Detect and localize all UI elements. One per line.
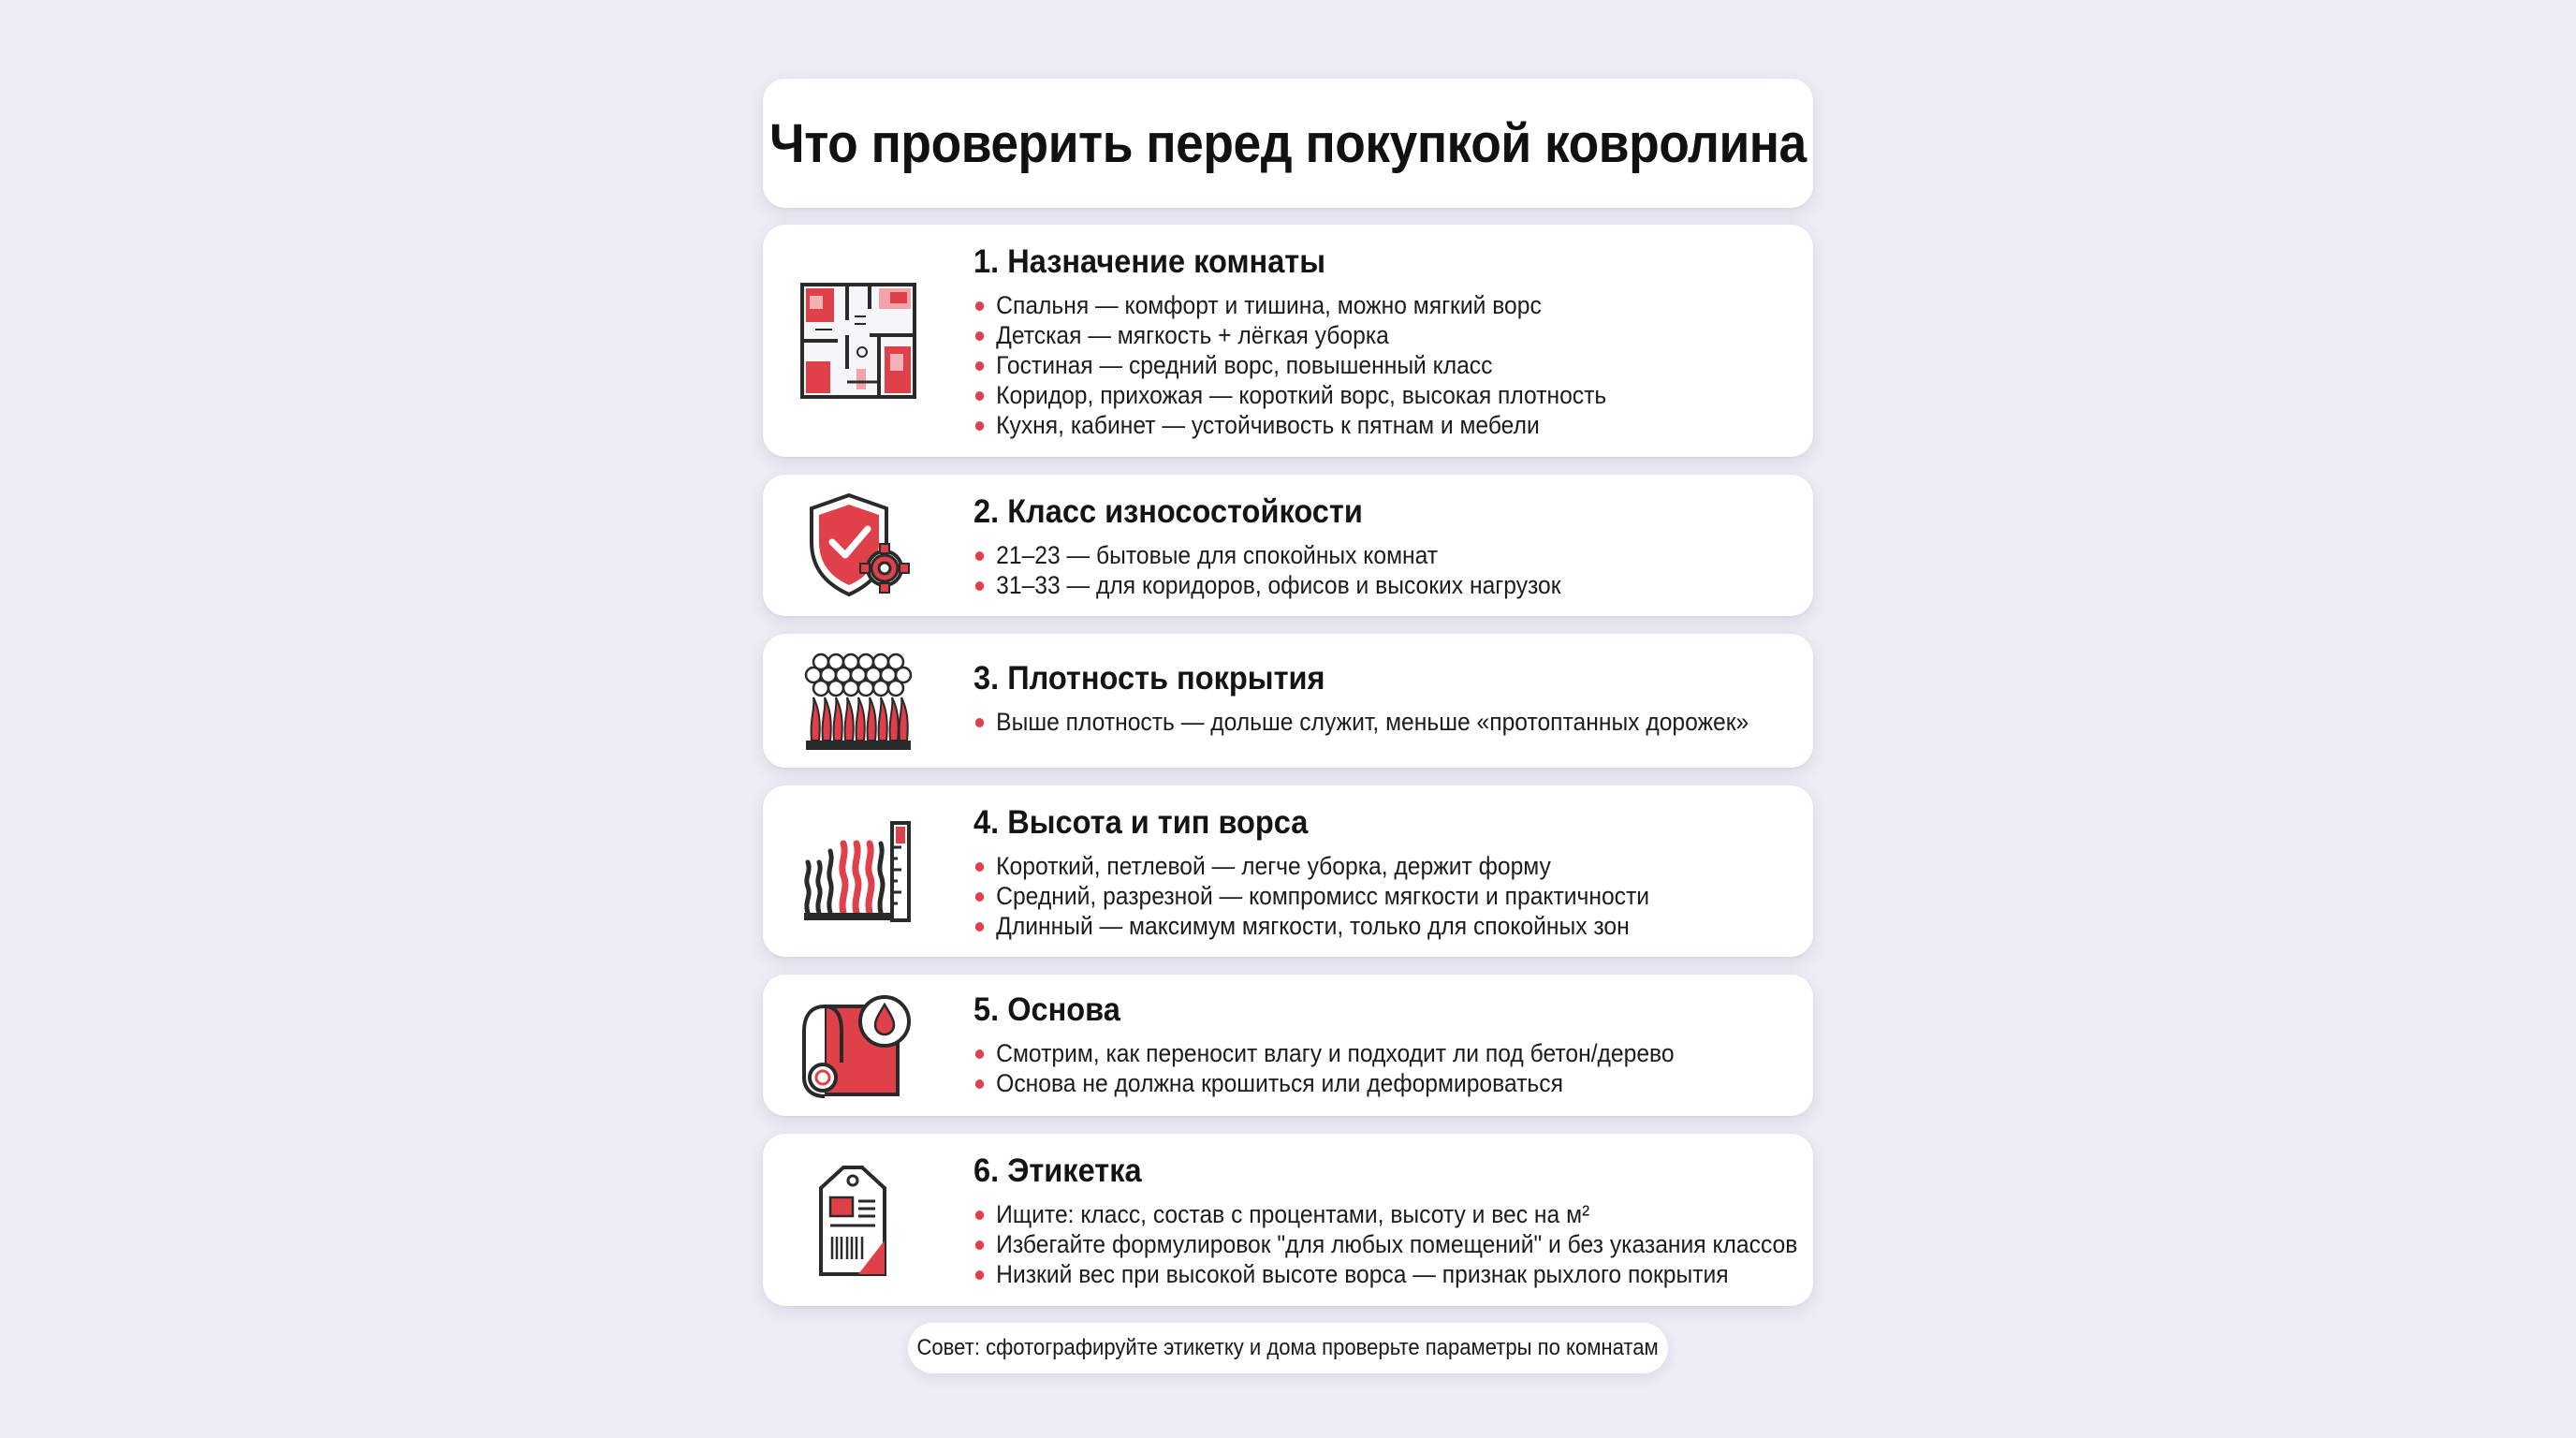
bullet-list [973, 1199, 1798, 1289]
bullet-list [973, 540, 1794, 600]
bullet-list [973, 1038, 1794, 1098]
section-card-pile [763, 785, 1813, 957]
section-heading: 2. Класс износостойкости [973, 493, 1363, 530]
list-item: Коридор, прихожая — короткий ворс, высокая плотность [973, 380, 1737, 410]
list-item: Смотрим, как переносит влагу и подходит ли под бетон/дерево [973, 1038, 1737, 1068]
list-item: Короткий, петлевой — легче уборка, держит форму [973, 851, 1737, 881]
section-card-room-purpose [763, 225, 1813, 457]
section-card-label [763, 1134, 1813, 1306]
bullet-list [973, 707, 1794, 737]
tip-pill [908, 1323, 1668, 1373]
label-tag-icon [800, 1162, 916, 1278]
section-heading: 5. Основа [973, 991, 1120, 1028]
section-body [973, 1152, 1798, 1289]
list-item: Кухня, кабинет — устойчивость к пятнам и мебели [973, 410, 1737, 440]
section-heading: 3. Плотность покрытия [973, 660, 1325, 697]
pile-density-icon [800, 643, 916, 759]
carpet-roll-moisture-icon [800, 988, 916, 1104]
list-item: Длинный — максимум мягкости, только для спокойных зон [973, 911, 1737, 941]
section-body [973, 243, 1794, 440]
list-item: 21–23 — бытовые для спокойных комнат [973, 540, 1737, 570]
section-card-density [763, 634, 1813, 768]
list-item: Избегайте формулировок "для любых помещений" и без указания классов [973, 1229, 1737, 1259]
section-card-wear-class [763, 475, 1813, 616]
section-card-backing [763, 975, 1813, 1116]
bullet-list [973, 851, 1794, 941]
list-item: Средний, разрезной — компромисс мягкости и практичности [973, 881, 1737, 911]
shield-gear-icon [800, 488, 916, 604]
list-item: Гостиная — средний ворс, повышенный класс [973, 350, 1737, 380]
section-body [973, 660, 1794, 737]
title-card [763, 79, 1813, 208]
list-item: Выше плотность — дольше служит, меньше «протоптанных дорожек» [973, 707, 1737, 737]
section-heading: 1. Назначение комнаты [973, 243, 1326, 280]
checklist [763, 79, 1813, 1324]
list-item: Основа не должна крошиться или деформироваться [973, 1068, 1737, 1098]
floor-plan-icon [800, 283, 916, 399]
section-body [973, 804, 1794, 941]
bullet-list [973, 290, 1794, 440]
section-body [973, 991, 1794, 1098]
list-item: Спальня — комфорт и тишина, можно мягкий ворс [973, 290, 1737, 320]
list-item: 31–33 — для коридоров, офисов и высоких нагрузок [973, 570, 1737, 600]
list-item: Детская — мягкость + лёгкая уборка [973, 320, 1737, 350]
list-item: Ищите: класс, состав с процентами, высоту и вес на м² [973, 1199, 1737, 1229]
tip-text: Совет: сфотографируйте этикетку и дома проверьте параметры по комнатам [916, 1335, 1660, 1360]
page-title: Что проверить перед покупкой ковролина [769, 112, 1807, 174]
pile-height-ruler-icon [800, 815, 916, 932]
list-item: Низкий вес при высокой высоте ворса — признак рыхлого покрытия [973, 1259, 1737, 1289]
section-body [973, 493, 1794, 600]
section-heading: 4. Высота и тип ворса [973, 804, 1309, 841]
section-heading: 6. Этикетка [973, 1152, 1142, 1189]
